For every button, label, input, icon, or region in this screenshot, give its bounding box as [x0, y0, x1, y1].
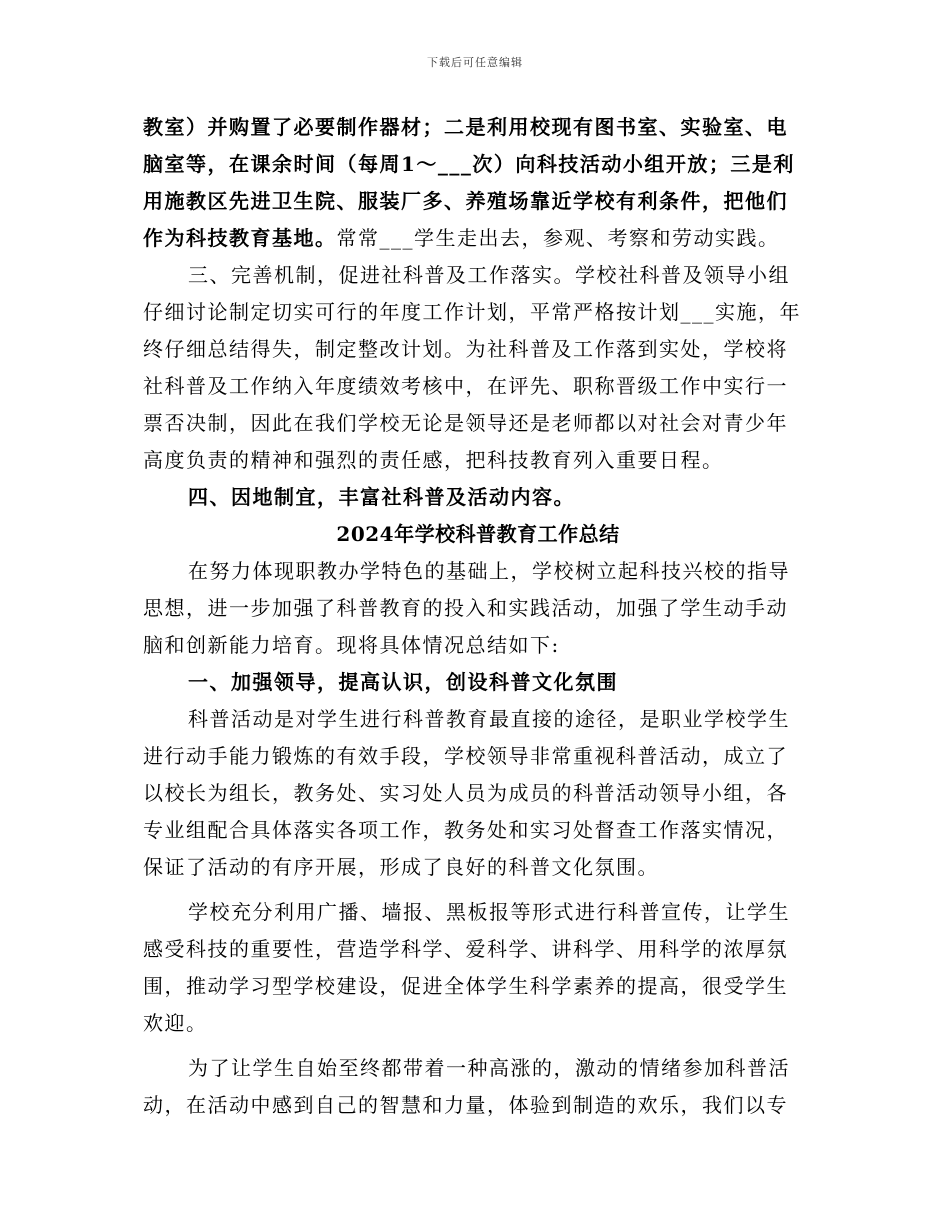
text-line: 三、完善机制，促进社科普及工作落实。学校社科普及领导小组	[188, 263, 790, 287]
text-line: 社科普及工作纳入年度绩效考核中，在评先、职称晋级工作中实行一	[143, 374, 788, 398]
document-body	[143, 112, 813, 1127]
text-line: 仔细讨论制定切实可行的年度工作计划，平常严格按计划___实施，年	[143, 300, 801, 324]
text-line: 四、因地制宜，丰富社科普及活动内容。	[188, 485, 575, 509]
text-line: 脑室等，在课余时间（每周1～___次）向科技活动小组开放；三是利	[143, 152, 795, 176]
text-line: 脑和创新能力培育。现将具体情况总结如下:	[143, 633, 560, 657]
text-line: 专业组配合具体落实各项工作，教务处和实习处督查工作落实情况，	[143, 818, 788, 842]
text-line: 用施教区先进卫生院、服装厂多、养殖场靠近学校有利条件，把他们	[143, 189, 788, 213]
paragraph-gap	[143, 889, 813, 897]
section-title: 2024年学校科普教育工作总结	[336, 522, 620, 546]
text-line: 动，在活动中感到自己的智慧和力量，体验到制造的欢乐，我们以专	[143, 1093, 788, 1117]
text-line: 感受科技的重要性，营造学科学、爱科学、讲科学、用科学的浓厚氛	[143, 937, 788, 961]
page-header: 下载后可任意编辑	[427, 56, 523, 69]
text-line: 保证了活动的有序开展，形成了良好的科普文化氛围。	[143, 855, 659, 879]
text-line: 科普活动是对学生进行科普教育最直接的途径，是职业学校学生	[188, 707, 790, 731]
text-line: 终仔细总结得失，制定整改计划。为社科普及工作落到实处，学校将	[143, 337, 788, 361]
text-line: 以校长为组长，教务处、实习处人员为成员的科普活动领导小组，各	[143, 781, 788, 805]
text-line	[143, 223, 813, 260]
text-line: 教室）并购置了必要制作器材；二是利用校现有图书室、实验室、电	[143, 115, 788, 139]
text-line: 高度负责的精神和强烈的责任感，把科技教育列入重要日程。	[143, 448, 724, 472]
text-line: 进行动手能力锻炼的有效手段，学校领导非常重视科普活动，成立了	[143, 744, 788, 768]
paragraph-gap	[143, 1045, 813, 1053]
text-run: 常常___学生走出去，参观、考察和劳动实践。	[336, 226, 780, 250]
text-line: 学校充分利用广播、墙报、黑板报等形式进行科普宣传，让学生	[188, 900, 790, 924]
text-line: 一、加强领导，提高认识，创设科普文化氛围	[188, 670, 618, 694]
text-run: 作为科技教育基地。	[143, 226, 337, 250]
text-line: 围，推动学习型学校建设，促进全体学生科学素养的提高，很受学生	[143, 974, 788, 998]
text-line: 思想，进一步加强了科普教育的投入和实践活动，加强了学生动手动	[143, 596, 788, 620]
text-line: 在努力体现职教办学特色的基础上，学校树立起科技兴校的指导	[188, 559, 790, 583]
text-line: 欢迎。	[143, 1011, 208, 1035]
text-line: 票否决制，因此在我们学校无论是领导还是老师都以对社会对青少年	[143, 411, 788, 435]
text-line: 为了让学生自始至终都带着一种高涨的，激动的情绪参加科普活	[188, 1056, 790, 1080]
